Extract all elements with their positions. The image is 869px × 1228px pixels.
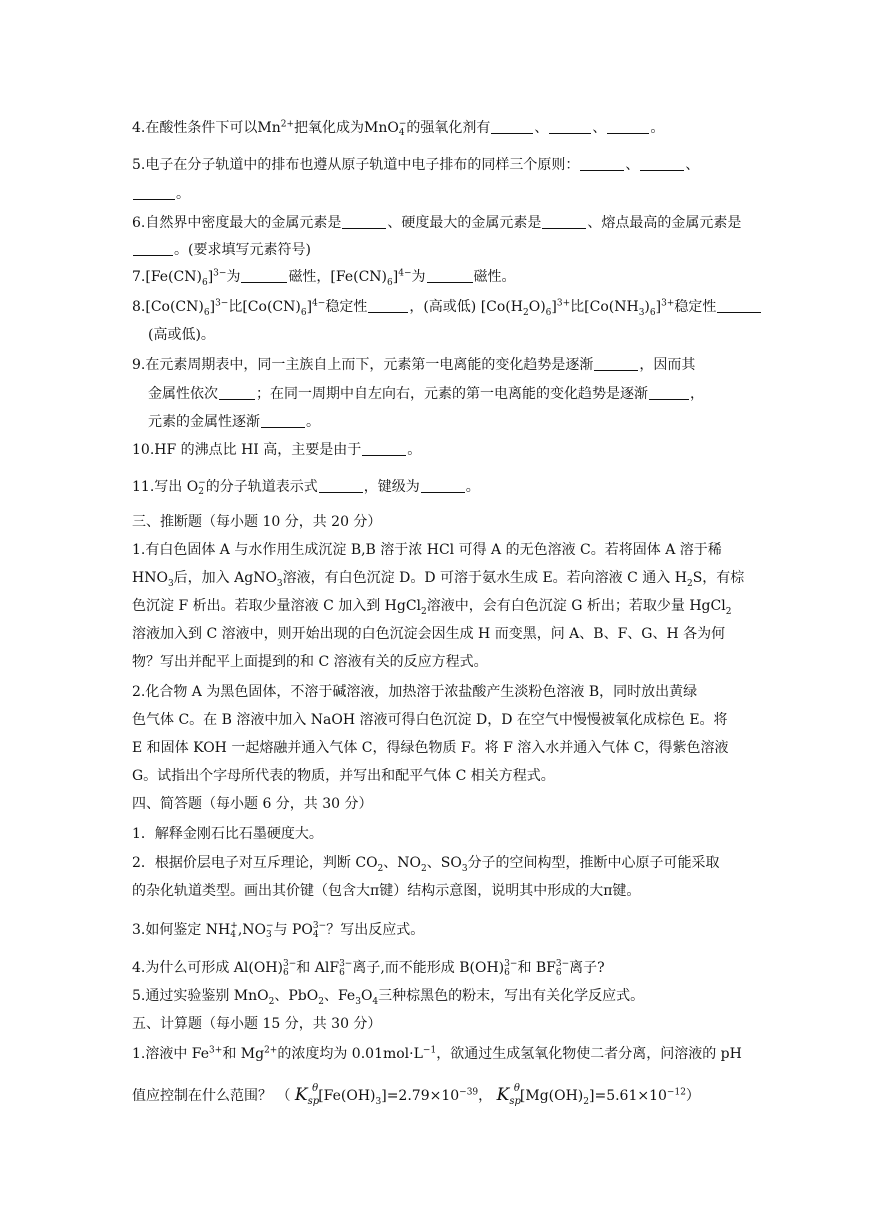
section-4-title: 四、简答题（每小题 6 分，共 30 分） xyxy=(132,796,373,812)
q8-text: ] xyxy=(306,299,313,315)
q11-text: 11.写出 O xyxy=(132,479,199,495)
c1-text: [Mg(OH) xyxy=(519,1088,584,1104)
q8-text: 比[Co(NH xyxy=(570,299,639,315)
question-7 xyxy=(132,267,516,287)
answer-blank[interactable] xyxy=(362,441,406,456)
section-5-title: 五、计算题（每小题 15 分，共 30 分） xyxy=(132,1016,382,1032)
mno4-ion: MnO xyxy=(364,120,399,136)
subscript: 2 xyxy=(725,606,732,617)
ksp-subscript: sp xyxy=(307,1096,320,1107)
charge: 3− xyxy=(215,298,229,309)
q8-text: ) xyxy=(644,299,650,315)
charge: + xyxy=(230,921,238,931)
exponent: −1 xyxy=(422,1045,437,1056)
p1-text: 后，加入 AgNO xyxy=(173,570,277,586)
answer-blank[interactable] xyxy=(261,413,305,428)
question-6 xyxy=(132,213,741,233)
subscript: 2 xyxy=(522,307,529,318)
a5-text: 三种棕黑色的粉末，写出有关化学反应式。 xyxy=(378,988,645,1004)
q7-text: 为 xyxy=(411,269,426,285)
answer-blank[interactable] xyxy=(491,119,533,134)
subscript: 6 xyxy=(555,968,562,978)
short-answer-3 xyxy=(132,920,424,940)
q8-text: 比[Co(CN) xyxy=(228,299,301,315)
answer-blank[interactable] xyxy=(580,156,624,171)
mno4-subscript: 4 xyxy=(398,128,405,138)
mn-charge: 2+ xyxy=(280,119,294,130)
q9-text: 9.在元素周期表中，同一主族自上而下，元素第一电离能的变化趋势是逐渐 xyxy=(132,357,594,373)
separator: 、 xyxy=(685,157,700,173)
subscript: 3 xyxy=(355,996,361,1007)
period: 。 xyxy=(176,186,190,202)
a4-text: 离子? xyxy=(569,960,605,976)
question-5-cont xyxy=(132,184,190,204)
answer-blank[interactable] xyxy=(368,298,408,313)
q6-text: 6.自然界中密度最大的金属元素是 xyxy=(132,215,342,231)
q8-text: O) xyxy=(528,299,546,315)
q6-text: 、熔点最高的金属元素是 xyxy=(587,215,742,231)
problem-2-line4: G。试指出个字母所代表的物质，并写出和配平气体 C 相关方程式。 xyxy=(132,768,555,784)
subscript: 2 xyxy=(421,863,427,874)
p1-text: 溶液，有白色沉淀 D。D 可溶于氨水生成 E。若向溶液 C 通入 H xyxy=(282,570,687,586)
short-answer-5 xyxy=(132,986,644,1006)
answer-blank[interactable] xyxy=(542,214,586,229)
subscript: 2 xyxy=(268,996,275,1007)
subscript: 4 xyxy=(230,930,237,940)
charge: 3+ xyxy=(556,298,571,309)
q4-text: 的强氧化剂有 xyxy=(406,120,491,136)
q8-text: ] xyxy=(209,299,216,315)
subscript: 2 xyxy=(318,996,324,1007)
problem-1-line3 xyxy=(132,596,731,616)
short-answer-2-cont: 的杂化轨道类型。画出其价键（包含大π键）结构示意图，说明其中形成的大π键。 xyxy=(132,883,641,899)
q7-text: ] xyxy=(207,269,214,285)
separator: 、 xyxy=(625,157,640,173)
question-4 xyxy=(132,118,664,138)
subscript: 3 xyxy=(167,578,174,589)
q7-text: 磁性。 xyxy=(473,269,516,285)
charge: 3− xyxy=(283,959,297,969)
q8-text: ] xyxy=(655,299,662,315)
problem-1-line4: 溶液加入到 C 溶液中，则开始出现的白色沉淀会因生成 H 而变黑，问 A、B、F、G、H 各为何 xyxy=(132,626,726,642)
c1-text: ） xyxy=(685,1088,700,1104)
charge: − xyxy=(266,921,274,931)
answer-blank[interactable] xyxy=(427,268,473,283)
q9-text: 元素的金属性逐渐 xyxy=(148,414,260,430)
subscript: 6 xyxy=(300,307,307,318)
charge: − xyxy=(198,478,206,488)
question-10 xyxy=(132,440,421,460)
c1-text: ，欲通过生成氢氧化物使二者分离，问溶液的 pH xyxy=(436,1046,742,1062)
q9-text: ，因而其 xyxy=(639,357,696,373)
subscript: 6 xyxy=(545,307,552,318)
ksp-symbol: K xyxy=(496,1085,510,1105)
subscript: 2 xyxy=(198,487,204,497)
c1-text: 值应控制在什么范围？ （ xyxy=(132,1088,291,1104)
p1-text: 溶液中，会有白色沉淀 G 析出；若取少量 HgCl xyxy=(426,598,726,614)
exponent: −12 xyxy=(666,1087,686,1098)
q7-text: 7.[Fe(CN) xyxy=(132,269,202,285)
a5-text: 、PbO xyxy=(274,988,319,1004)
q6-note: 。(要求填写元素符号) xyxy=(174,242,311,258)
charge: 3− xyxy=(339,959,353,969)
answer-blank[interactable] xyxy=(640,156,684,171)
short-answer-2 xyxy=(132,853,720,873)
a2-text: 分子的空间构型，推断中心原子可能采取 xyxy=(467,855,720,871)
answer-blank[interactable] xyxy=(549,119,591,134)
answer-blank[interactable] xyxy=(649,385,689,400)
a5-text: O xyxy=(360,988,373,1004)
short-answer-4 xyxy=(132,958,605,978)
subscript: 3 xyxy=(375,1096,382,1107)
short-answer-1: 1．解释金刚石比石墨硬度大。 xyxy=(132,826,323,842)
q7-text: ] xyxy=(392,269,399,285)
answer-blank[interactable] xyxy=(717,298,761,313)
p1-text: HNO xyxy=(132,570,168,586)
subscript: 3 xyxy=(638,307,645,318)
problem-2-line1: 2.化合物 A 为黑色固体，不溶于碱溶液，加热溶于浓盐酸产生淡粉色溶液 B，同时放出黄绿 xyxy=(132,684,698,700)
a4-text: 和 AlF xyxy=(296,960,340,976)
subscript: 6 xyxy=(504,968,510,978)
calc-1-line2 xyxy=(132,1079,700,1112)
question-8 xyxy=(132,297,762,317)
subscript: 6 xyxy=(649,307,656,318)
charge: 4− xyxy=(312,298,326,309)
subscript: 2 xyxy=(583,1096,589,1107)
c1-text: ]=5.61×10 xyxy=(589,1088,667,1104)
c1-text: ， xyxy=(478,1088,493,1104)
q11-text: 。 xyxy=(465,479,480,495)
answer-blank[interactable] xyxy=(133,185,175,200)
a2-text: 2．根据价层电子对互斥理论，判断 CO xyxy=(132,855,378,871)
a4-text: 4.为什么可形成 Al(OH) xyxy=(132,960,284,976)
exponent: −39 xyxy=(459,1087,479,1098)
answer-blank[interactable] xyxy=(319,478,363,493)
answer-blank[interactable] xyxy=(219,385,255,400)
subscript: 6 xyxy=(339,968,345,978)
q9-text: 。 xyxy=(306,414,320,430)
charge: 3− xyxy=(213,268,227,279)
subscript: 3 xyxy=(461,863,468,874)
answer-blank[interactable] xyxy=(594,356,638,371)
separator: 、 xyxy=(592,120,607,136)
q8-text: 稳定性 xyxy=(325,299,368,315)
subscript: 4 xyxy=(312,930,319,940)
question-5 xyxy=(132,155,699,175)
subscript: 4 xyxy=(372,996,379,1007)
ksp-symbol: K xyxy=(294,1085,308,1105)
problem-1-line5: 物？写出并配平上面提到的和 C 溶液有关的反应方程式。 xyxy=(132,654,488,670)
q8-text: ，(高或低) [Co(H xyxy=(409,299,523,315)
answer-blank[interactable] xyxy=(241,268,287,283)
charge: 3− xyxy=(504,959,518,969)
charge: 3− xyxy=(555,959,570,969)
mn-ion: Mn xyxy=(257,120,281,136)
subscript: 2 xyxy=(377,863,384,874)
charge: 3+ xyxy=(209,1045,223,1056)
q8-text: 8.[Co(CN) xyxy=(132,299,204,315)
subscript: 6 xyxy=(283,968,289,978)
a4-text: 和 BF xyxy=(517,960,556,976)
a5-text: 5.通过实验鉴别 MnO xyxy=(132,988,269,1004)
mno4-charge: − xyxy=(398,119,407,129)
q10-text: 10.HF 的沸点比 HI 高，主要是由于 xyxy=(132,442,362,458)
charge: 2+ xyxy=(264,1045,278,1056)
p1-text: 色沉淀 F 析出。若取少量溶液 C 加入到 HgCl xyxy=(132,598,422,614)
subscript: 6 xyxy=(201,277,208,288)
answer-blank[interactable] xyxy=(342,214,386,229)
separator: 、 xyxy=(534,120,549,136)
p1-text: S，有棕 xyxy=(692,570,745,586)
subscript: 6 xyxy=(203,307,210,318)
a2-text: 、SO xyxy=(426,855,462,871)
question-11 xyxy=(132,477,480,497)
answer-blank[interactable] xyxy=(133,241,173,256)
question-8-cont xyxy=(148,325,215,345)
q8-text: 稳定性 xyxy=(674,299,717,315)
q6-text: 、硬度最大的金属元素是 xyxy=(387,215,542,231)
subscript: 3 xyxy=(276,578,283,589)
q10-text: 。 xyxy=(407,442,422,458)
problem-1-line2 xyxy=(132,568,744,588)
a3-text: 与 PO xyxy=(273,922,313,938)
charge: 3− xyxy=(312,921,327,931)
q9-text: ；在同一周期中自左向右，元素的第一电离能的变化趋势是逐渐 xyxy=(256,386,648,402)
c1-text: 的浓度均为 0.01mol·L xyxy=(277,1046,423,1062)
a3-text: ,NO xyxy=(237,922,267,938)
a5-text: 、Fe xyxy=(323,988,356,1004)
answer-blank[interactable] xyxy=(421,478,465,493)
subscript: 2 xyxy=(686,578,693,589)
c1-text: 和 Mg xyxy=(222,1046,265,1062)
charge: 3+ xyxy=(661,298,675,309)
a3-text: ？写出反应式。 xyxy=(326,922,425,938)
theta-symbol: θ xyxy=(312,1083,319,1094)
c1-text: [Fe(OH) xyxy=(318,1088,376,1104)
a2-text: 、NO xyxy=(383,855,422,871)
q4-text: 4.在酸性条件下可以 xyxy=(132,120,258,136)
section-3-title: 三、推断题（每小题 10 分，共 20 分） xyxy=(132,514,382,530)
question-9-line2 xyxy=(148,384,704,404)
calc-1-line1 xyxy=(132,1044,742,1064)
q11-text: ，键级为 xyxy=(363,479,420,495)
q7-text: 磁性，[Fe(CN) xyxy=(288,269,388,285)
theta-symbol: θ xyxy=(513,1083,520,1094)
q8-text: (高或低)。 xyxy=(148,327,215,343)
question-9 xyxy=(132,355,695,375)
q11-text: 的分子轨道表示式 xyxy=(205,479,318,495)
problem-1-line1: 1.有白色固体 A 与水作用生成沉淀 B,B 溶于浓 HCl 可得 A 的无色溶液 C。若将固体 A 溶于稀 xyxy=(132,542,722,558)
q5-text: 5.电子在分子轨道中的排布也遵从原子轨道中电子排布的同样三个原则： xyxy=(132,157,580,173)
charge: 4− xyxy=(398,268,412,279)
q4-text: 把氧化成为 xyxy=(294,120,364,136)
q8-text: ] xyxy=(551,299,557,315)
answer-blank[interactable] xyxy=(607,119,649,134)
problem-2-line3: E 和固体 KOH 一起熔融并通入气体 C，得绿色物质 F。将 F 溶入水并通入气体 C，得紫色溶液 xyxy=(132,740,729,756)
question-9-line3 xyxy=(148,412,320,432)
a3-text: 3.如何鉴定 NH xyxy=(132,922,231,938)
period: 。 xyxy=(650,120,665,136)
question-6-cont xyxy=(132,240,311,260)
a4-text: 离子,而不能形成 B(OH) xyxy=(352,960,505,976)
subscript: 6 xyxy=(387,277,393,288)
ksp-subscript: sp xyxy=(509,1096,521,1107)
q9-text: 金属性依次 xyxy=(148,386,218,402)
q7-text: 为 xyxy=(226,269,241,285)
c1-text: 1.溶液中 Fe xyxy=(132,1046,210,1062)
subscript: 3 xyxy=(266,930,272,940)
subscript: 2 xyxy=(421,606,427,617)
q9-text: ， xyxy=(690,386,704,402)
c1-text: ]=2.79×10 xyxy=(381,1088,460,1104)
problem-2-line2: 色气体 C。在 B 溶液中加入 NaOH 溶液可得白色沉淀 D，D 在空气中慢慢被氧化成棕色 E。将 xyxy=(132,712,728,728)
